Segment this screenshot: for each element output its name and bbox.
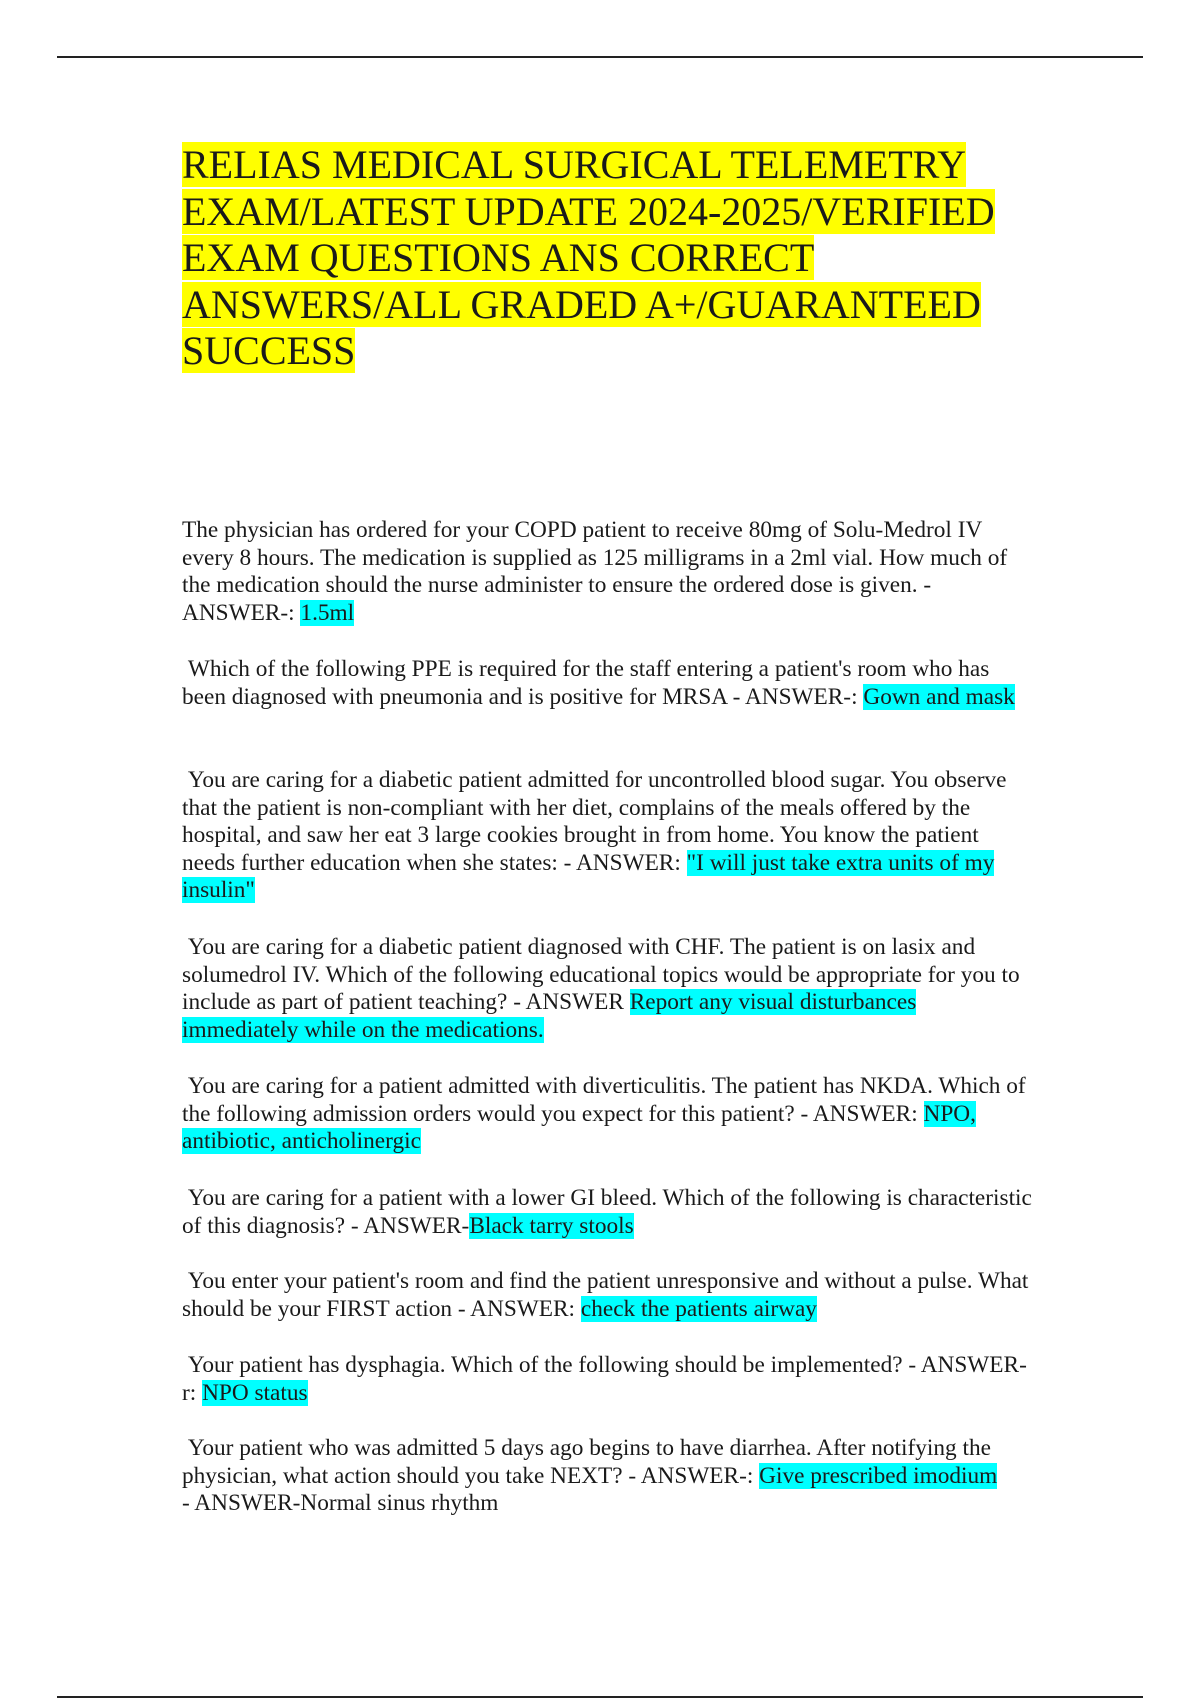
qa-item-9	[182, 1435, 1032, 1518]
question-text: Your patient has dysphagia. Which of the following should be implemented? - ANSWER-r:	[182, 1352, 1027, 1406]
question-text: Your patient who was admitted 5 days ago begins to have diarrhea. After notifying the physician, what action should you take NEXT? - ANSWER-:	[182, 1435, 997, 1489]
bottom-rule	[57, 1696, 1143, 1698]
qa-item-8	[182, 1352, 1032, 1407]
top-rule	[57, 56, 1143, 58]
question-text: Which of the following PPE is required for the staff entering a patient's room who has been diagnosed with pneumonia and is positive for MRSA - ANSWER-:	[182, 656, 996, 710]
answer-highlight: 1.5ml	[300, 599, 355, 626]
qa-item-2	[182, 656, 1032, 711]
question-text: You are caring for a patient with a lower GI bleed. Which of the following is characteristic of this diagnosis? - ANSWER-	[182, 1185, 1038, 1239]
title-line-5: SUCCESS	[182, 328, 356, 373]
title-line-4: ANSWERS/ALL GRADED A+/GUARANTEED	[182, 281, 981, 327]
answer-highlight: NPO, antibiotic, anticholinergic	[182, 1100, 976, 1154]
qa-item-5	[182, 1073, 1032, 1156]
document-title	[182, 142, 1032, 375]
qa-item-3	[182, 767, 1032, 905]
answer-highlight: "I will just take extra units of my insulin"	[182, 849, 995, 903]
answer-highlight: check the patients airway	[580, 1295, 817, 1322]
qa-item-4	[182, 934, 1032, 1044]
answer-highlight: Give prescribed imodium	[759, 1462, 998, 1489]
qa-item-1	[182, 517, 1032, 627]
question-text: The physician has ordered for your COPD patient to receive 80mg of Solu-Medrol IV every 8 hours. The medication is supplied as 125 milligrams in a 2ml vial. How much of the medication should the nurse administer to ensure the ordered dose is given. - ANSWER-:	[182, 517, 1014, 626]
qa-item-7	[182, 1268, 1035, 1323]
question-text: You are caring for a diabetic patient diagnosed with CHF. The patient is on lasix and solumedrol IV. Which of the following educational topics would be appropriate for you to include as part of patient teaching? - ANSWER	[182, 934, 1026, 1015]
title-line-3: EXAM QUESTIONS ANS CORRECT	[182, 235, 815, 280]
title-line-2: EXAM/LATEST UPDATE 2024-2025/VERIFIED	[182, 188, 995, 234]
qa-item-6	[182, 1185, 1038, 1240]
answer-highlight: Report any visual disturbances immediately while on the medications.	[182, 989, 917, 1043]
answer-highlight: Black tarry stools	[469, 1212, 634, 1239]
question-text: You are caring for a diabetic patient admitted for uncontrolled blood sugar. You observe that the patient is non-compliant with her diet, complains of the meals offered by the hospital, and saw her eat 3 large cookies brought in from home. You know the patient needs further education when she states: - ANSWER:	[182, 767, 1013, 876]
question-text: You enter your patient's room and find the patient unresponsive and without a pulse. What should be your FIRST action - ANSWER:	[182, 1268, 1035, 1322]
trailing-answer-text: - ANSWER-Normal sinus rhythm	[182, 1490, 499, 1516]
question-text: You are caring for a patient admitted with diverticulitis. The patient has NKDA. Which of the following admission orders would you expect for this patient? - ANSWER:	[182, 1073, 1032, 1127]
answer-highlight: Gown and mask	[863, 683, 1015, 710]
answer-highlight: NPO status	[202, 1379, 308, 1406]
title-line-1: RELIAS MEDICAL SURGICAL TELEMETRY	[182, 142, 967, 187]
